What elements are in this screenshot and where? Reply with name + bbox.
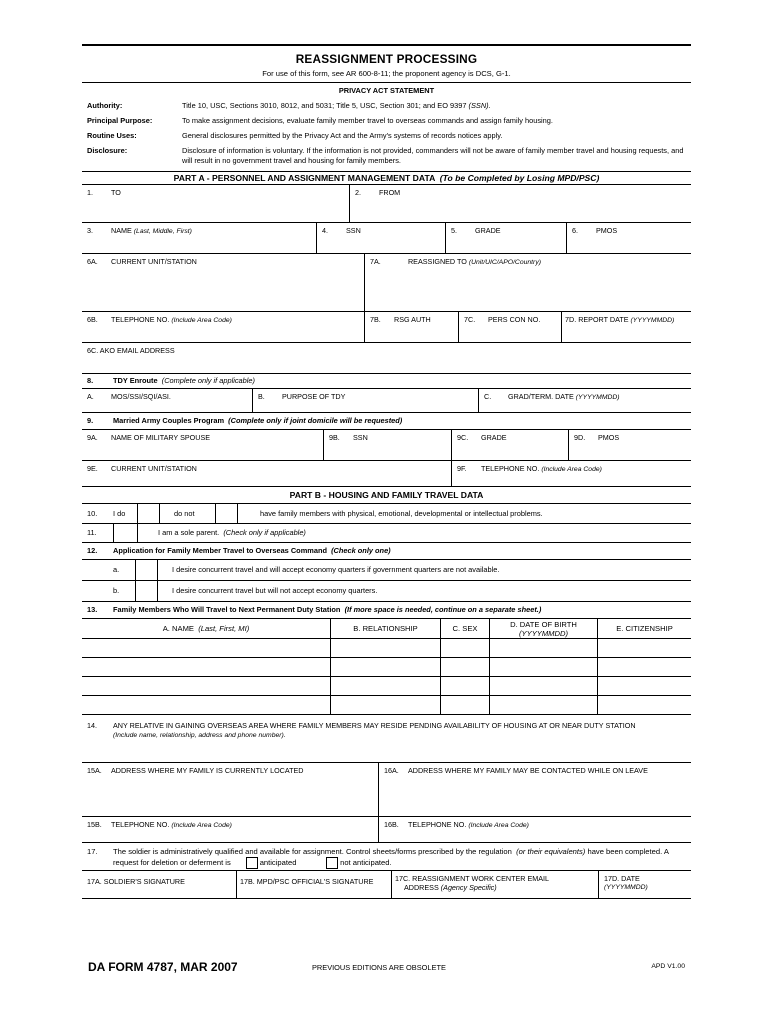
section-hint: (Complete only if joint domicile will be requested) [228, 416, 403, 426]
spouse-unit-field[interactable] [82, 461, 452, 486]
field-number: 9C. [457, 432, 469, 442]
spouse-name-field[interactable] [82, 430, 324, 460]
report-date-field[interactable] [562, 312, 691, 342]
authority-label: Authority: [87, 100, 123, 110]
form-title: REASSIGNMENT PROCESSING [295, 51, 478, 66]
reassigned-to-field[interactable] [365, 254, 691, 311]
certification-text [82, 843, 691, 870]
pers-con-field[interactable] [459, 312, 562, 342]
spouse-pmos-field[interactable] [569, 430, 691, 460]
option-b-text: I desire concurrent travel but will not accept economy quarters. [172, 586, 378, 596]
family-row[interactable] [82, 677, 691, 696]
field-label: NAME [111, 225, 132, 235]
field-hint: (Include name, relationship, address and phone number). [113, 731, 286, 739]
field-number: 6. [572, 225, 578, 235]
authority-ssn: (SSN). [468, 100, 491, 110]
top-rule [82, 44, 691, 46]
row-to-from [82, 185, 691, 223]
field-label: ADDRESS WHERE MY FAMILY IS CURRENTLY LOCATED [111, 765, 304, 775]
sole-parent-text: I am a sole parent. [158, 528, 220, 538]
field-label: TELEPHONE NO. [111, 819, 170, 829]
field-number: 6A. [87, 256, 98, 266]
macp-header [82, 413, 691, 430]
row-14 [82, 715, 691, 763]
field-label-line-2 [395, 883, 593, 892]
routine-label: Routine Uses: [87, 130, 137, 140]
field-label: NAME OF MILITARY SPOUSE [111, 432, 211, 442]
from-field[interactable] [350, 185, 691, 222]
authority-row [82, 101, 691, 111]
field-label: 17B. MPD/PSC OFFICIAL'S SIGNATURE [240, 876, 374, 886]
telephone-field[interactable] [82, 312, 365, 342]
form-number: DA FORM 4787, MAR 2007 [88, 960, 238, 974]
field-number: 9D. [574, 432, 586, 442]
field-number: A. [87, 391, 94, 401]
section-hint: (Complete only if applicable) [161, 376, 255, 386]
col-label: D. DATE OF BIRTH [510, 619, 577, 629]
field-label: FROM [379, 187, 401, 197]
field-hint: (Include Area Code) [171, 316, 232, 324]
row-15-16 [82, 763, 691, 817]
part-b-header [82, 487, 691, 504]
grade-field[interactable] [446, 223, 567, 253]
row-17 [82, 843, 691, 871]
disclosure-label: Disclosure: [87, 145, 128, 155]
field-label: ADDRESS [404, 882, 439, 892]
work-center-email-field[interactable] [392, 871, 599, 898]
section-label: Family Members Who Will Travel to Next Permanent Duty Station [113, 605, 341, 615]
disclosure-row [82, 146, 691, 166]
spouse-ssn-field[interactable] [324, 430, 452, 460]
mos-field[interactable] [82, 389, 253, 412]
i-do-checkbox[interactable] [138, 504, 160, 523]
col-hint: (YYYYMMDD) [519, 628, 568, 638]
field-label: 6C. AKO EMAIL ADDRESS [87, 345, 175, 355]
row-tdy [82, 389, 691, 413]
field-number: 7B. [370, 314, 381, 324]
field-number: 5. [451, 225, 457, 235]
field-number: 2. [355, 187, 361, 197]
do-not-checkbox[interactable] [216, 504, 238, 523]
field-number: 3. [87, 225, 93, 235]
part-b-title: PART B - HOUSING AND FAMILY TRAVEL DATA [289, 489, 484, 500]
section-number: 10. [87, 508, 98, 518]
rsg-auth-field[interactable] [365, 312, 459, 342]
field-number: 4. [322, 225, 328, 235]
certification-body [113, 847, 686, 867]
field-hint: (Unit/UIC/APO/Country) [468, 258, 541, 266]
purpose-text: To make assignment decisions, evaluate family member travel to overseas commands and assign family housing. [182, 115, 553, 125]
current-phone-field[interactable] [82, 817, 379, 842]
name-field[interactable] [82, 223, 317, 253]
soldier-signature-field[interactable] [82, 871, 237, 898]
field-label: TO [111, 187, 121, 197]
row-13-header [82, 602, 691, 619]
field-label: TELEPHONE NO. [481, 463, 540, 473]
family-row[interactable] [82, 658, 691, 677]
field-label: ANY RELATIVE IN GAINING OVERSEAS AREA WHERE FAMILY MEMBERS MAY RESIDE PENDING AVAILABILITY OF HOUSING AT OR NEAR DUTY STATION [113, 720, 636, 730]
field-hint: (Include Area Code) [171, 821, 232, 829]
field-label: TELEPHONE NO. [111, 314, 170, 324]
family-row[interactable] [82, 639, 691, 658]
form-footer [82, 960, 691, 976]
col-sex: C. SEX [441, 619, 490, 638]
part-a-hint: (To be Completed by Losing MPD/PSC) [439, 172, 600, 183]
family-table-header [82, 619, 691, 639]
authority-text [182, 101, 691, 111]
col-name [82, 619, 331, 638]
field-hint: (Last, Middle, First) [133, 227, 192, 235]
row-phone [82, 312, 691, 343]
field-label: 17C. REASSIGNMENT WORK CENTER EMAIL [395, 873, 550, 883]
field-label: GRADE [475, 225, 501, 235]
option-a-checkbox[interactable] [135, 560, 158, 580]
field-number: B. [258, 391, 265, 401]
option-letter: b. [113, 586, 120, 596]
field-label: SSN [346, 225, 361, 235]
field-label: REASSIGNED TO [407, 256, 467, 266]
cert-text-1: The soldier is administratively qualified and available for assignment. Control sheets/forms prescribed by the regulation [113, 846, 512, 856]
routine-row [82, 131, 691, 141]
row-12a [82, 560, 691, 581]
section-number: 12. [87, 546, 98, 556]
field-label: ADDRESS WHERE MY FAMILY MAY BE CONTACTED WHILE ON LEAVE [408, 765, 648, 775]
purpose-label: Principal Purpose: [87, 115, 153, 125]
field-label: PERS CON NO. [488, 314, 541, 324]
row-name [82, 223, 691, 254]
privacy-title: PRIVACY ACT STATEMENT [338, 85, 435, 95]
section-label: Married Army Couples Program [113, 416, 225, 426]
row-signatures [82, 871, 691, 899]
row-12-header [82, 543, 691, 560]
row-10 [82, 504, 691, 524]
field-number: 15B. [87, 819, 102, 829]
field-hint: (YYYYMMDD) [604, 883, 648, 891]
spouse-grade-field[interactable] [452, 430, 569, 460]
field-label: REPORT DATE [578, 314, 629, 324]
family-row[interactable] [82, 696, 691, 715]
section-hint: (If more space is needed, continue on a separate sheet.) [344, 605, 542, 615]
field-label: RSG AUTH [394, 314, 431, 324]
field-label: 17D. DATE [604, 873, 640, 883]
not-anticipated-checkbox[interactable] [326, 857, 338, 869]
section-label: Application for Family Member Travel to Overseas Command [113, 546, 327, 556]
field-number: 15A. [87, 765, 102, 775]
field-number: 7D. [565, 314, 577, 324]
field-label: PURPOSE OF TDY [282, 391, 346, 401]
field-number: 9F. [457, 463, 467, 473]
field-label: GRAD/TERM. DATE [508, 391, 574, 401]
row-unit [82, 254, 691, 312]
authority-body: Title 10, USC, Sections 3010, 8012, and 5031; Title 5, USC, Section 301; and EO 9397 [182, 100, 467, 110]
family-problems-text: have family members with physical, emotional, developmental or intellectual problems. [260, 508, 543, 518]
field-hint: (Include Area Code) [468, 821, 529, 829]
sole-parent-hint: (Check only if applicable) [223, 528, 306, 538]
row-email [82, 343, 691, 374]
relative-line [87, 721, 686, 739]
field-hint: (Include Area Code) [541, 465, 602, 473]
ako-email-field[interactable] [82, 343, 691, 373]
anticipated-checkbox[interactable] [246, 857, 258, 869]
current-unit-field[interactable] [82, 254, 365, 311]
field-number: 9B. [329, 432, 340, 442]
form-subtitle: For use of this form, see AR 600-8-11; the proponent agency is DCS, G-1. [262, 68, 511, 78]
option-b-checkbox[interactable] [135, 581, 158, 601]
field-number: 9A. [87, 432, 98, 442]
version-label: APD V1.00 [651, 963, 685, 970]
field-label: 17A. SOLDIER'S SIGNATURE [87, 876, 185, 886]
cert-hint: (or their equivalents) [516, 846, 586, 856]
purpose-row [82, 116, 691, 126]
purpose-tdy-field[interactable] [253, 389, 479, 412]
col-relationship: B. RELATIONSHIP [331, 619, 441, 638]
section-number: 9. [87, 416, 94, 426]
field-label: MOS/SSI/SQI/ASI. [111, 391, 171, 401]
option-letter: a. [113, 565, 120, 575]
do-not-label: do not [160, 504, 216, 523]
field-number: C. [484, 391, 492, 401]
relative-field[interactable] [82, 715, 691, 762]
i-do-label: I do [113, 504, 138, 523]
tdy-header [82, 374, 691, 389]
field-hint: (YYYYMMDD) [575, 393, 620, 401]
col-dob [490, 619, 598, 638]
leave-address-field[interactable] [379, 763, 691, 816]
date-field[interactable] [599, 871, 691, 898]
field-label: SSN [353, 432, 368, 442]
field-label: CURRENT UNIT/STATION [111, 256, 197, 266]
pmos-field[interactable] [567, 223, 691, 253]
part-a-title: PART A - PERSONNEL AND ASSIGNMENT MANAGEMENT DATA [173, 172, 435, 183]
col-citizenship: E. CITIZENSHIP [616, 623, 673, 633]
field-number: 1. [87, 187, 93, 197]
field-number: 16B. [384, 819, 399, 829]
field-hint: (Agency Specific) [440, 882, 497, 892]
field-number: 14. [87, 720, 97, 730]
privacy-act-section [82, 82, 691, 166]
field-number: 17. [87, 846, 98, 856]
field-label: PMOS [596, 225, 618, 235]
disclosure-text: Disclosure of information is voluntary. If the information is not provided, commanders will not be aware of family member travel and housing requests, and will result in no government travel and housing for family members. [182, 145, 684, 165]
field-label: GRADE [481, 432, 507, 442]
row-15b-16b [82, 817, 691, 843]
official-signature-field[interactable] [237, 871, 392, 898]
row-11 [82, 524, 691, 543]
col-hint: (Last, First, MI) [198, 623, 250, 633]
field-number: 6B. [87, 314, 98, 324]
section-number: 11. [87, 528, 97, 538]
row-12b [82, 581, 691, 602]
form-page [82, 44, 691, 899]
leave-phone-field[interactable] [379, 817, 691, 842]
section-hint: (Check only one) [331, 546, 391, 556]
col-label: A. NAME [162, 623, 194, 633]
routine-text: General disclosures permitted by the Privacy Act and the Army's systems of records notices apply. [182, 130, 503, 140]
cert-text-2: have been completed. A request for deletion or deferment is [113, 846, 669, 867]
row-spouse [82, 430, 691, 461]
anticipated-label: anticipated [259, 857, 297, 867]
previous-editions-note: PREVIOUS EDITIONS ARE OBSOLETE [312, 963, 446, 972]
spouse-phone-field[interactable] [452, 461, 691, 486]
row-spouse-unit [82, 461, 691, 487]
field-label: TELEPHONE NO. [408, 819, 467, 829]
to-field[interactable] [82, 185, 350, 222]
part-a-header [82, 171, 691, 185]
ssn-field[interactable] [317, 223, 446, 253]
field-number: 7A. [370, 256, 381, 266]
field-number: 9E. [87, 463, 98, 473]
field-label: CURRENT UNIT/STATION [111, 463, 197, 473]
field-number: 7C. [464, 314, 476, 324]
relative-text-block [113, 721, 636, 739]
option-a-text: I desire concurrent travel and will accept economy quarters if government quarters are not available. [172, 565, 500, 575]
field-label: PMOS [598, 432, 620, 442]
not-anticipated-label: not anticipated. [340, 857, 392, 867]
section-number: 8. [87, 376, 94, 386]
section-number: 13. [87, 605, 98, 615]
sole-parent-checkbox[interactable] [113, 524, 138, 542]
field-number: 16A. [384, 765, 399, 775]
field-hint: (YYYYMMDD) [630, 316, 675, 324]
current-address-field[interactable] [82, 763, 379, 816]
section-label: TDY Enroute [113, 376, 158, 386]
grad-date-field[interactable] [479, 389, 691, 412]
